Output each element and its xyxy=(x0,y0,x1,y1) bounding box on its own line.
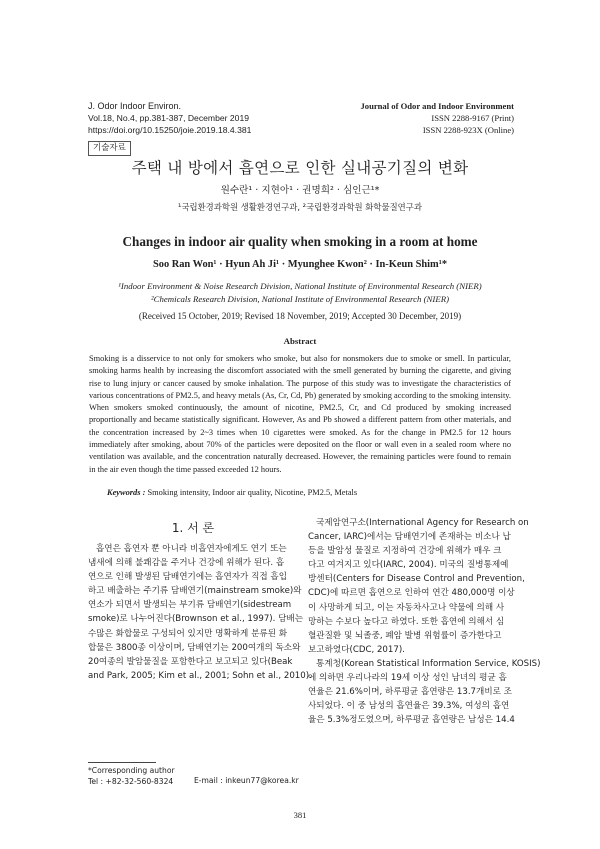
english-authors: Soo Ran Won¹ · Hyun Ah Ji¹ · Myunghee Kwon² · In-Keun Shim¹* xyxy=(152,259,448,270)
body-left-column xyxy=(88,542,312,683)
corresponding-author-note xyxy=(88,765,175,787)
text-line: 연율은 21.6%이며, 하루평균 흡연량은 13.7개비로 조 xyxy=(308,687,512,698)
abstract-heading: Abstract xyxy=(283,336,317,346)
text-line: 망하는 수보다 높다고 하였다. 또한 흡연에 의해서 심 xyxy=(308,616,505,627)
text-line: 냄새에 의해 불쾌감을 주거나 건강에 위해가 된다. 흡 xyxy=(88,558,285,569)
text-line: 하고 배출하는 주기류 담배연기(mainstream smoke)와 xyxy=(88,586,302,597)
text-line: CDC)에 따르면 흡연으로 인하여 연간 480,000명 이상 xyxy=(308,588,515,599)
corresponding-label: *Corresponding author xyxy=(88,766,175,775)
english-affiliations xyxy=(0,280,600,305)
text-line: 흡연은 흡연자 뿐 아니라 비흡연자에게도 연기 또는 xyxy=(96,544,287,554)
issn-online: ISSN 2288-923X (Online) xyxy=(422,125,514,135)
text-line: 보고하였다(CDC, 2017). xyxy=(308,644,405,655)
keywords-text: Smoking intensity, Indoor air quality, Nicotine, PM2.5, Metals xyxy=(147,488,358,497)
body-right-column xyxy=(308,516,541,727)
keywords xyxy=(107,488,511,497)
affiliation-2: ²Chemicals Research Division, National Institute of Environmental Research (NIER) xyxy=(150,293,449,304)
keywords-label: Keywords : xyxy=(107,488,146,497)
text-line: 연소가 되면서 발생되는 부기류 담배연기(sidestream xyxy=(88,600,292,611)
korean-affiliation: ¹국립환경과학원 생활환경연구과, ²국립환경과학원 화학물질연구과 xyxy=(178,202,422,212)
journal-short-name: J. Odor Indoor Environ. xyxy=(88,101,182,111)
journal-header-right xyxy=(360,100,514,136)
text-line: 이 사망하게 되고, 이는 자동차사고나 약물에 의해 사 xyxy=(308,602,505,613)
text-line: 합물은 3800종 이상이며, 담배연기는 200여개의 독소와 xyxy=(88,642,301,653)
email-address[interactable]: E-mail : inkeun77@korea.kr xyxy=(194,776,299,785)
text-line: smoke)로 나누어진다(Brownson et al., 1997). 담배는 xyxy=(88,614,304,625)
section-title: 1. 서 론 xyxy=(171,521,215,535)
english-title: Changes in indoor air quality when smoking in a room at home xyxy=(122,234,478,249)
text-line: 20여종의 발암물질을 포함한다고 보고되고 있다(Beak xyxy=(88,656,293,667)
page-number: 381 xyxy=(293,810,307,820)
article-category-badge: 기술자료 xyxy=(88,141,131,156)
issn-print: ISSN 2288-9167 (Print) xyxy=(431,113,514,123)
text-line: 등을 발암성 물질로 지정하여 건강에 위해가 매우 크 xyxy=(308,546,502,557)
doi-link[interactable]: https://doi.org/10.15250/joie.2019.18.4.381 xyxy=(88,125,252,135)
korean-authors: 원수란¹ · 지현아¹ · 권명희² · 심인근¹* xyxy=(220,185,380,196)
text-line: 국제암연구소(International Agency for Research on xyxy=(316,518,529,528)
journal-header-left xyxy=(88,100,251,136)
received-dates: (Received 15 October, 2019; Revised 18 November, 2019; Accepted 30 December, 2019) xyxy=(138,311,462,321)
text-line: and Park, 2005; Kim et al., 2001; Sohn et al., 2010). xyxy=(88,670,312,681)
text-line: Cancer, IARC)에서는 담배연기에 존재하는 비소나 납 xyxy=(308,532,511,543)
text-line: 사되었다. 이 중 남성의 흡연율은 39.3%, 여성의 흡연 xyxy=(308,701,510,712)
text-line: 율은 5.3%정도였으며, 하루평균 흡연량은 남성은 14.4 xyxy=(308,715,515,726)
text-line: 다고 여겨지고 있다(IARC, 2004). 미국의 질병통제예 xyxy=(308,560,509,571)
affiliation-1: ¹Indoor Environment & Noise Research Division, National Institute of Environmental Research (NIER) xyxy=(118,281,482,291)
abstract-text: Smoking is a disservice to not only for smokers who smoke, but also for nonsmokers due to smoke or smell. In particular, smoking harms health by increasing the discomfort associated with the smell generated by burning the cigarette, and giving rise to lung injury or cancer caused by smoke inhalation. The purpose of this study was to investigate the characteristics of various concentrations of PM2.5, and heavy metals (As, Cr, Cd, Pb) generated by smoking according to the smoking intensity. When smokers smoked continuously, the amount of nicotine, PM2.5, Cr, and Cd produced by smoking increased proportionally and became statistically significant. However, As and Pb showed a different pattern from other materials, and the concentration increased by 2~3 times when 10 cigarettes were smoked. As for the change in PM2.5 for 12 hours immediately after smoking, about 70% of the particles were deposited on the floor or wall even in a sealed room where no ventilation was available, and the concentration naturally decreased. However, the remaining particles were found to remain in the air even though the time passed exceeded 12 hours. xyxy=(89,354,511,474)
korean-title: 주택 내 방에서 흡연으로 인한 실내공기질의 변화 xyxy=(131,159,469,177)
journal-full-name: Journal of Odor and Indoor Environment xyxy=(360,101,514,111)
text-line: 수많은 화합물로 구성되어 있지만 명확하게 분류된 화 xyxy=(88,628,288,639)
text-line: 연으로 인해 발생된 담배연기에는 흡연자가 직접 흡입 xyxy=(88,572,288,583)
text-line: 통계청(Korean Statistical Information Service, KOSIS) xyxy=(316,658,541,669)
telephone: Tel : +82-32-560-8324 xyxy=(88,777,174,786)
volume-line: Vol.18, No.4, pp.381-387, December 2019 xyxy=(88,113,250,123)
footnote-divider xyxy=(88,762,156,763)
text-line: 방센터(Centers for Disease Control and Prevention, xyxy=(308,574,525,585)
text-line: 에 의하면 우리나라의 19세 이상 성인 남녀의 평균 흡 xyxy=(308,673,507,684)
text-line: 혈관질환 및 뇌졸중, 폐암 발병 위험률이 증가한다고 xyxy=(308,630,502,641)
